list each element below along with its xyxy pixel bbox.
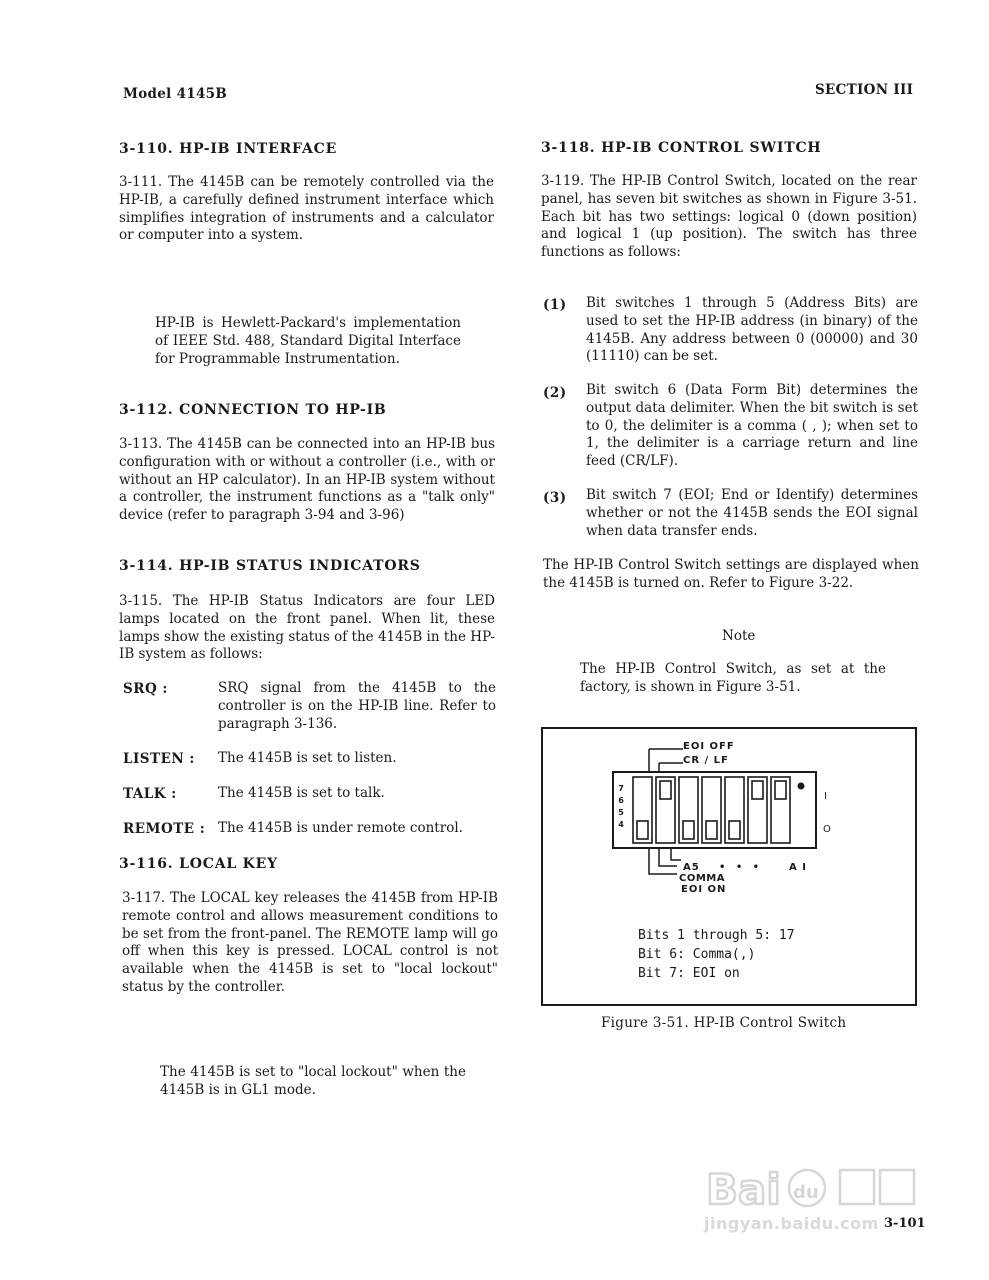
switch-knob-7	[637, 821, 648, 839]
page-number: 3-101	[884, 1216, 926, 1231]
function-text-3: Bit switch 7 (EOI; End or Identify) determines whether or not the 4145B sends the EOI signal when data transfer ends.	[586, 487, 918, 539]
switch-slot-2	[748, 777, 767, 843]
switch-slot-5	[679, 777, 698, 843]
function-num-3: (3)	[543, 490, 567, 506]
label-cr-lf: CR / LF	[683, 755, 729, 766]
switch-knob-4	[706, 821, 717, 839]
settings-line-1: Bits 1 through 5: 17	[638, 928, 795, 943]
svg-text:du: du	[793, 1182, 819, 1203]
settings-line-3: Bit 7: EOI on	[638, 966, 740, 981]
indicator-text-remote: The 4145B is under remote control.	[218, 820, 463, 836]
indicator-text-listen: The 4145B is set to listen.	[218, 750, 397, 766]
label-dots: • • •	[719, 862, 760, 873]
label-a5: A5	[683, 862, 700, 873]
switch-knob-1	[775, 781, 786, 799]
note-factory: The HP-IB Control Switch, as set at the factory, is shown in Figure 3-51.	[580, 661, 886, 695]
para-3-111: 3-111. The 4145B can be remotely controlled via the HP-IB, a carefully defined instrument interface which simplifies integration of instruments and a calculator or computer into a system.	[119, 174, 494, 244]
function-num-1: (1)	[543, 297, 567, 313]
note-hpib: HP-IB is Hewlett-Packard's implementation of IEEE Std. 488, Standard Digital Interface for Programmable Instrumentation.	[155, 315, 461, 367]
label-eoi-off: EOI OFF	[683, 741, 735, 752]
figure-caption: Figure 3-51. HP-IB Control Switch	[601, 1015, 847, 1031]
switch-bits	[633, 777, 790, 843]
label-eoi-on: EOI ON	[681, 884, 727, 895]
svg-text:Bai: Bai	[706, 1165, 781, 1214]
indicator-text-talk: The 4145B is set to talk.	[218, 785, 385, 801]
label-a1: A I	[789, 862, 807, 873]
heading-3-116: 3-116. LOCAL KEY	[119, 856, 278, 872]
note-local-lockout: The 4145B is set to "local lockout" when the 4145B is in GL1 mode.	[160, 1064, 466, 1098]
label-comma: COMMA	[679, 873, 725, 884]
switch-knob-5	[683, 821, 694, 839]
switch-knob-6	[660, 781, 671, 799]
settings-line-2: Bit 6: Comma(,)	[638, 947, 756, 962]
para-3-115: 3-115. The HP-IB Status Indicators are four LED lamps located on the front panel. When lit, these lamps show the existing status of the 4145B in the HP-IB system as follows:	[119, 593, 495, 663]
switch-slot-6	[656, 777, 675, 843]
label-side-digits: 7 6 5 4	[618, 784, 624, 829]
model-header: Model 4145B	[123, 86, 228, 102]
switch-slot-4	[702, 777, 721, 843]
function-num-2: (2)	[543, 385, 567, 401]
para-3-113: 3-113. The 4145B can be connected into an HP-IB bus configuration with or without a controller (i.e., with or without an HP calculator). In an HP-IB system without a controller, the instrument functions as a "talk only" device (refer to paragraph 3-94 and 3-96)	[119, 436, 495, 524]
para-3-119: 3-119. The HP-IB Control Switch, located on the rear panel, has seven bit switches as shown in Figure 3-51. Each bit has two settings: logical 0 (down position) and logical 1 (up position). The switch has three functions as follows:	[541, 173, 917, 261]
heading-3-110: 3-110. HP-IB INTERFACE	[119, 141, 338, 157]
switch-slot-7	[633, 777, 652, 843]
switch-slot-3	[725, 777, 744, 843]
heading-3-118: 3-118. HP-IB CONTROL SWITCH	[541, 140, 822, 156]
switch-knob-2	[752, 781, 763, 799]
indicator-label-listen: LISTEN :	[123, 751, 195, 767]
figure-3-51	[541, 727, 917, 1006]
note-title: Note	[722, 628, 756, 644]
function-text-1: Bit switches 1 through 5 (Address Bits) are used to set the HP-IB address (in binary) of the 4145B. Any address between 0 (00000) and 30 (11110) can be set.	[586, 295, 918, 365]
switch-knob-3	[729, 821, 740, 839]
heading-3-114: 3-114. HP-IB STATUS INDICATORS	[119, 558, 421, 574]
indicator-label-srq: SRQ :	[123, 681, 168, 697]
label-zero: O	[823, 824, 831, 835]
function-text-2: Bit switch 6 (Data Form Bit) determines the output data delimiter. When the bit switch is set to 0, the delimiter is a comma ( , ); when set to 1, the delimiter is a carriage return and line feed (CR/LF).	[586, 382, 918, 470]
indicator-text-srq: SRQ signal from the 4145B to the controller is on the HP-IB line. Refer to paragraph 3-136.	[218, 680, 496, 732]
watermark-url: jingyan.baidu.com	[704, 1214, 879, 1233]
para-settings-displayed: The HP-IB Control Switch settings are displayed when the 4145B is turned on. Refer to Figure 3-22.	[543, 557, 919, 591]
indicator-label-talk: TALK :	[123, 786, 177, 802]
heading-3-112: 3-112. CONNECTION TO HP-IB	[119, 402, 387, 418]
label-one: I	[824, 791, 827, 802]
indicator-label-remote: REMOTE :	[123, 821, 206, 837]
switch-slot-1	[771, 777, 790, 843]
para-3-117: 3-117. The LOCAL key releases the 4145B from HP-IB remote control and allows measurement conditions to be set from the front-panel. The REMOTE lamp will go off when this key is pressed. LOCAL control is not available when the 4145B is set to "local lockout" status by the controller.	[122, 890, 498, 995]
section-header: SECTION III	[815, 82, 914, 98]
